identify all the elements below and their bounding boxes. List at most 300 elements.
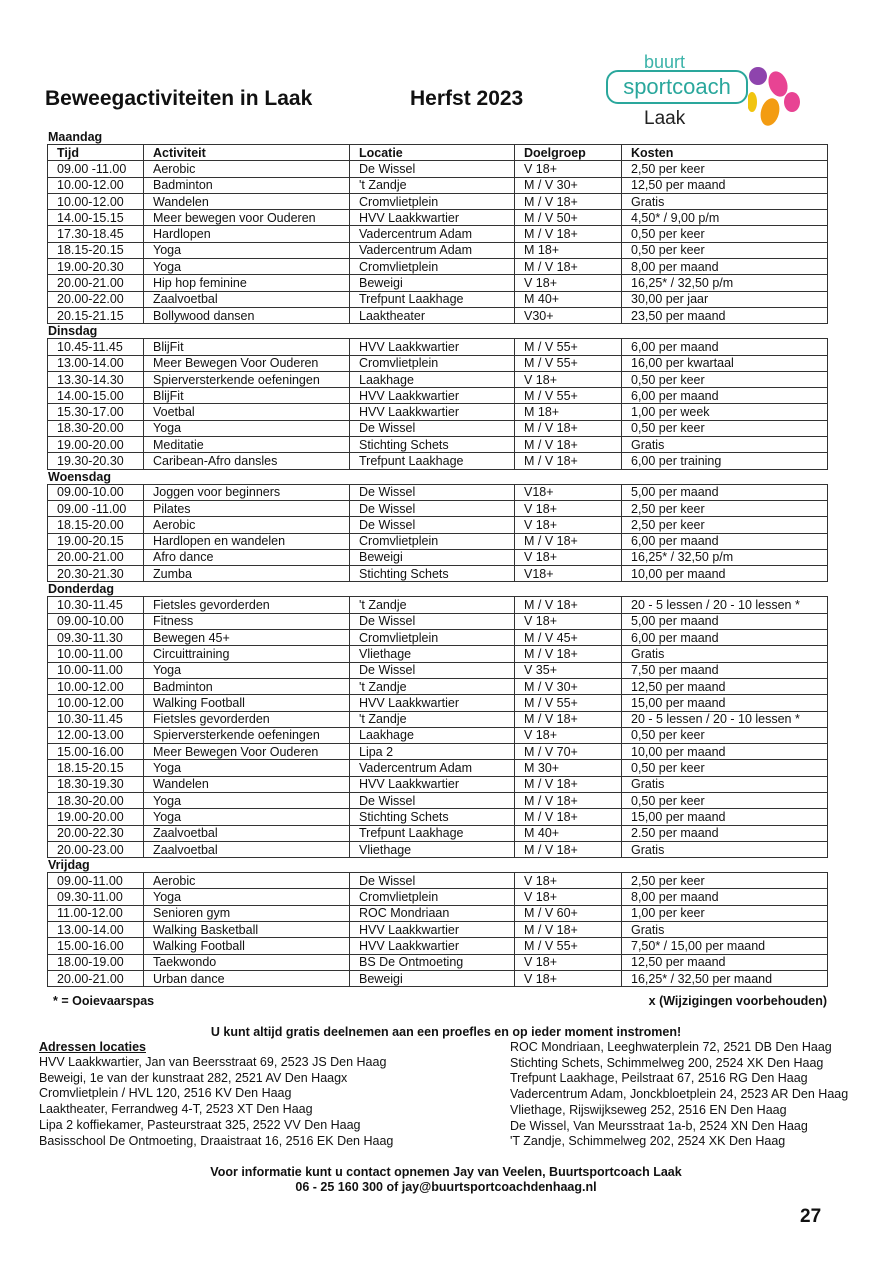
cell-location: De Wissel: [350, 873, 515, 889]
cell-target-group: M / V 50+: [515, 210, 622, 226]
cell-target-group: V18+: [515, 484, 622, 500]
cell-target-group: M / V 18+: [515, 646, 622, 662]
cell-target-group: M / V 55+: [515, 355, 622, 371]
cell-activity: BlijFit: [144, 339, 350, 355]
address-line: Vliethage, Rijswijkseweg 252, 2516 EN Den Haag: [510, 1102, 787, 1117]
table-row: [48, 339, 828, 355]
cell-activity: Circuittraining: [144, 646, 350, 662]
cell-cost: 2,50 per keer: [622, 873, 828, 889]
cell-time: 18.30-20.00: [48, 420, 144, 436]
address-line: ROC Mondriaan, Leeghwaterplein 72, 2521 DB Den Haag: [510, 1040, 832, 1054]
cell-activity: Urban dance: [144, 970, 350, 986]
cell-activity: Aerobic: [144, 161, 350, 177]
addresses-left: [39, 1055, 393, 1149]
cell-target-group: V 18+: [515, 275, 622, 291]
cell-target-group: M / V 18+: [515, 259, 622, 275]
cell-time: 10.30-11.45: [48, 597, 144, 613]
cell-cost: Gratis: [622, 776, 828, 792]
cell-activity: Wandelen: [144, 193, 350, 209]
day-heading: Woensdag: [48, 469, 111, 484]
table-header-row: [48, 145, 828, 161]
table-row: [48, 841, 828, 857]
cell-activity: Taekwondo: [144, 954, 350, 970]
address-line: Trefpunt Laakhage, Peilstraat 67, 2516 RG Den Haag: [510, 1071, 808, 1086]
cell-location: De Wissel: [350, 613, 515, 629]
cell-location: 't Zandje: [350, 678, 515, 694]
logo-sportcoach-text: sportcoach: [606, 70, 748, 104]
day-table: [47, 596, 828, 858]
table-row: [48, 161, 828, 177]
cell-cost: 0,50 per keer: [622, 226, 828, 242]
address-line: 'T Zandje, Schimmelweg 202, 2524 XK Den Haag: [510, 1134, 786, 1149]
table-row: [48, 210, 828, 226]
trial-notice: U kunt altijd gratis deelnemen aan een proefles en op ieder moment instromen!: [210, 1025, 682, 1039]
column-header-location: Locatie: [350, 145, 515, 161]
cell-cost: Gratis: [622, 841, 828, 857]
address-line: De Wissel, Van Meursstraat 1a-b, 2524 XN Den Haag: [510, 1118, 808, 1133]
cell-activity: Zaalvoetbal: [144, 825, 350, 841]
table-row: [48, 954, 828, 970]
cell-time: 19.00-20.00: [48, 437, 144, 453]
cell-location: Vliethage: [350, 841, 515, 857]
cell-time: 18.30-19.30: [48, 776, 144, 792]
season-title: Herfst 2023: [410, 87, 524, 110]
cell-activity: Walking Basketball: [144, 922, 350, 938]
cell-cost: 2,50 per keer: [622, 500, 828, 516]
cell-cost: Gratis: [622, 646, 828, 662]
cell-activity: Meer Bewegen Voor Ouderen: [144, 744, 350, 760]
address-line: Cromvlietplein / HVL 120, 2516 KV Den Haag: [39, 1086, 292, 1101]
cell-location: Cromvlietplein: [350, 259, 515, 275]
cell-time: 19.00-20.00: [48, 809, 144, 825]
cell-target-group: M / V 18+: [515, 437, 622, 453]
cell-time: 18.15-20.15: [48, 242, 144, 258]
cell-activity: Hardlopen en wandelen: [144, 533, 350, 549]
cell-location: HVV Laakkwartier: [350, 339, 515, 355]
cell-time: 09.00-10.00: [48, 613, 144, 629]
cell-location: Beweigi: [350, 549, 515, 565]
cell-activity: Wandelen: [144, 776, 350, 792]
cell-target-group: M / V 18+: [515, 453, 622, 469]
table-row: [48, 242, 828, 258]
column-header-target-group: Doelgroep: [515, 145, 622, 161]
day-table: [47, 144, 828, 324]
column-header-cost: Kosten: [622, 145, 828, 161]
table-row: [48, 437, 828, 453]
cell-cost: 4,50* / 9,00 p/m: [622, 210, 828, 226]
cell-activity: Pilates: [144, 500, 350, 516]
cell-activity: Zaalvoetbal: [144, 841, 350, 857]
cell-cost: 16,25* / 32,50 per maand: [622, 970, 828, 986]
cell-time: 10.00-12.00: [48, 678, 144, 694]
table-row: [48, 259, 828, 275]
cell-cost: 0,50 per keer: [622, 792, 828, 808]
cell-time: 15.30-17.00: [48, 404, 144, 420]
table-row: [48, 517, 828, 533]
cell-activity: Yoga: [144, 420, 350, 436]
cell-time: 20.30-21.30: [48, 566, 144, 582]
cell-location: HVV Laakkwartier: [350, 922, 515, 938]
cell-target-group: V 18+: [515, 500, 622, 516]
cell-location: Vadercentrum Adam: [350, 242, 515, 258]
cell-location: De Wissel: [350, 420, 515, 436]
cell-target-group: M / V 18+: [515, 809, 622, 825]
cell-target-group: M 18+: [515, 404, 622, 420]
table-row: [48, 889, 828, 905]
cell-cost: 5,00 per maand: [622, 613, 828, 629]
cell-activity: Bewegen 45+: [144, 630, 350, 646]
cell-time: 09.00 -11.00: [48, 161, 144, 177]
cell-activity: Aerobic: [144, 873, 350, 889]
day-heading: Dinsdag: [48, 324, 98, 339]
cell-activity: Spierversterkende oefeningen: [144, 727, 350, 743]
cell-time: 20.00-22.00: [48, 291, 144, 307]
table-row: [48, 825, 828, 841]
cell-time: 20.15-21.15: [48, 307, 144, 323]
cell-cost: 23,50 per maand: [622, 307, 828, 323]
cell-location: Beweigi: [350, 970, 515, 986]
table-row: [48, 566, 828, 582]
contact-details: 06 - 25 160 300 of jay@buurtsportcoachdenhaag.nl: [295, 1180, 597, 1194]
cell-time: 11.00-12.00: [48, 905, 144, 921]
cell-time: 13.30-14.30: [48, 371, 144, 387]
table-row: [48, 275, 828, 291]
table-row: [48, 646, 828, 662]
cell-target-group: V 18+: [515, 517, 622, 533]
cell-location: 't Zandje: [350, 177, 515, 193]
address-line: HVV Laakkwartier, Jan van Beersstraat 69, 2523 JS Den Haag: [39, 1055, 387, 1069]
cell-time: 19.00-20.15: [48, 533, 144, 549]
cell-target-group: M / V 30+: [515, 678, 622, 694]
cell-activity: Yoga: [144, 242, 350, 258]
cell-target-group: M / V 18+: [515, 597, 622, 613]
address-line: Basisschool De Ontmoeting, Draaistraat 16, 2516 EK Den Haag: [39, 1133, 394, 1148]
table-row: [48, 760, 828, 776]
table-row: [48, 533, 828, 549]
table-row: [48, 226, 828, 242]
cell-activity: Yoga: [144, 760, 350, 776]
cell-time: 09.30-11.00: [48, 889, 144, 905]
cell-cost: Gratis: [622, 437, 828, 453]
cell-target-group: V 18+: [515, 954, 622, 970]
cell-cost: 6,00 per maand: [622, 388, 828, 404]
cell-time: 20.00-21.00: [48, 549, 144, 565]
cell-activity: Yoga: [144, 809, 350, 825]
address-line: Beweigi, 1e van der kunstraat 282, 2521 AV Den Haagx: [39, 1070, 348, 1085]
cell-location: 't Zandje: [350, 711, 515, 727]
cell-cost: 0,50 per keer: [622, 371, 828, 387]
cell-location: Cromvlietplein: [350, 533, 515, 549]
cell-cost: 16,00 per kwartaal: [622, 355, 828, 371]
cell-location: De Wissel: [350, 484, 515, 500]
cell-activity: Caribean-Afro dansles: [144, 453, 350, 469]
cell-target-group: V 18+: [515, 873, 622, 889]
address-line: Vadercentrum Adam, Jonckbloetplein 24, 2523 AR Den Haag: [510, 1087, 849, 1102]
cell-target-group: M / V 18+: [515, 420, 622, 436]
buurtsportcoach-logo: [598, 52, 804, 132]
cell-target-group: V 18+: [515, 889, 622, 905]
cell-location: HVV Laakkwartier: [350, 938, 515, 954]
cell-target-group: V 18+: [515, 613, 622, 629]
cell-cost: 8,00 per maand: [622, 259, 828, 275]
address-line: Stichting Schets, Schimmelweg 200, 2524 XK Den Haag: [510, 1055, 824, 1070]
cell-location: Vadercentrum Adam: [350, 226, 515, 242]
table-row: [48, 388, 828, 404]
cell-location: 't Zandje: [350, 597, 515, 613]
cell-target-group: V 18+: [515, 161, 622, 177]
table-row: [48, 744, 828, 760]
cell-time: 15.00-16.00: [48, 938, 144, 954]
cell-location: Cromvlietplein: [350, 889, 515, 905]
table-row: [48, 307, 828, 323]
table-row: [48, 678, 828, 694]
cell-cost: 30,00 per jaar: [622, 291, 828, 307]
cell-target-group: M 18+: [515, 242, 622, 258]
table-row: [48, 727, 828, 743]
cell-location: De Wissel: [350, 500, 515, 516]
cell-target-group: M / V 55+: [515, 695, 622, 711]
cell-location: Beweigi: [350, 275, 515, 291]
cell-time: 18.00-19.00: [48, 954, 144, 970]
cell-activity: Aerobic: [144, 517, 350, 533]
cell-activity: Spierversterkende oefeningen: [144, 371, 350, 387]
cell-location: Laaktheater: [350, 307, 515, 323]
cell-target-group: M / V 30+: [515, 177, 622, 193]
cell-cost: 0,50 per keer: [622, 420, 828, 436]
cell-activity: BlijFit: [144, 388, 350, 404]
cell-time: 10.00-11.00: [48, 646, 144, 662]
cell-time: 20.00-21.00: [48, 275, 144, 291]
cell-cost: 0,50 per keer: [622, 760, 828, 776]
contact-line: Voor informatie kunt u contact opnemen Jay van Veelen, Buurtsportcoach Laak: [210, 1165, 682, 1179]
cell-location: Vliethage: [350, 646, 515, 662]
table-row: [48, 970, 828, 986]
cell-time: 19.00-20.30: [48, 259, 144, 275]
cell-cost: 12,50 per maand: [622, 954, 828, 970]
cell-activity: Voetbal: [144, 404, 350, 420]
cell-cost: Gratis: [622, 922, 828, 938]
cell-cost: 16,25* / 32,50 p/m: [622, 275, 828, 291]
address-line: Lipa 2 koffiekamer, Pasteurstraat 325, 2522 VV Den Haag: [39, 1117, 361, 1132]
cell-location: BS De Ontmoeting: [350, 954, 515, 970]
cell-cost: 6,00 per maand: [622, 533, 828, 549]
cell-cost: 2.50 per maand: [622, 825, 828, 841]
footnote-ooievaarspas: * = Ooievaarspas: [53, 994, 155, 1008]
cell-location: Lipa 2: [350, 744, 515, 760]
cell-cost: 2,50 per keer: [622, 517, 828, 533]
cell-location: De Wissel: [350, 792, 515, 808]
day-heading: Vrijdag: [48, 858, 90, 873]
cell-time: 20.00-23.00: [48, 841, 144, 857]
cell-cost: 20 - 5 lessen / 20 - 10 lessen *: [622, 711, 828, 727]
table-row: [48, 905, 828, 921]
table-row: [48, 291, 828, 307]
cell-target-group: M / V 18+: [515, 841, 622, 857]
cell-target-group: M / V 55+: [515, 938, 622, 954]
table-row: [48, 630, 828, 646]
cell-time: 20.00-21.00: [48, 970, 144, 986]
cell-location: Laakhage: [350, 727, 515, 743]
cell-cost: 6,00 per training: [622, 453, 828, 469]
cell-cost: 8,00 per maand: [622, 889, 828, 905]
cell-time: 10.45-11.45: [48, 339, 144, 355]
cell-location: Vadercentrum Adam: [350, 760, 515, 776]
cell-time: 10.00-12.00: [48, 177, 144, 193]
day-table: [47, 872, 828, 987]
cell-location: Stichting Schets: [350, 566, 515, 582]
cell-time: 09.30-11.30: [48, 630, 144, 646]
cell-location: Cromvlietplein: [350, 355, 515, 371]
cell-target-group: V 35+: [515, 662, 622, 678]
cell-time: 10.00-11.00: [48, 662, 144, 678]
cell-location: ROC Mondriaan: [350, 905, 515, 921]
schedule: [47, 130, 827, 987]
table-row: [48, 792, 828, 808]
cell-cost: 6,00 per maand: [622, 339, 828, 355]
cell-target-group: M / V 18+: [515, 533, 622, 549]
cell-time: 12.00-13.00: [48, 727, 144, 743]
cell-time: 18.15-20.00: [48, 517, 144, 533]
table-row: [48, 922, 828, 938]
cell-activity: Hardlopen: [144, 226, 350, 242]
cell-activity: Fietsles gevorderden: [144, 597, 350, 613]
cell-cost: 15,00 per maand: [622, 695, 828, 711]
cell-cost: 1,00 per week: [622, 404, 828, 420]
cell-target-group: M / V 18+: [515, 226, 622, 242]
cell-cost: 10,00 per maand: [622, 744, 828, 760]
cell-target-group: V 18+: [515, 727, 622, 743]
cell-time: 10.00-12.00: [48, 193, 144, 209]
page-title: Beweegactiviteiten in Laak: [45, 87, 313, 110]
cell-location: De Wissel: [350, 662, 515, 678]
footnote-changes: x (Wijzigingen voorbehouden): [648, 994, 827, 1008]
logo-buurt-text: buurt: [644, 52, 686, 72]
column-header-time: Tijd: [48, 145, 144, 161]
table-row: [48, 695, 828, 711]
cell-target-group: M / V 18+: [515, 193, 622, 209]
cell-activity: Yoga: [144, 259, 350, 275]
cell-cost: 20 - 5 lessen / 20 - 10 lessen *: [622, 597, 828, 613]
cell-target-group: M / V 18+: [515, 711, 622, 727]
cell-activity: Zaalvoetbal: [144, 291, 350, 307]
cell-time: 18.15-20.15: [48, 760, 144, 776]
cell-cost: 7,50* / 15,00 per maand: [622, 938, 828, 954]
cell-cost: Gratis: [622, 193, 828, 209]
cell-target-group: M / V 55+: [515, 388, 622, 404]
cell-activity: Meer Bewegen Voor Ouderen: [144, 355, 350, 371]
cell-time: 20.00-22.30: [48, 825, 144, 841]
cell-cost: 15,00 per maand: [622, 809, 828, 825]
cell-location: Stichting Schets: [350, 809, 515, 825]
cell-time: 15.00-16.00: [48, 744, 144, 760]
cell-time: 10.00-12.00: [48, 695, 144, 711]
cell-target-group: M / V 55+: [515, 339, 622, 355]
cell-target-group: M / V 18+: [515, 792, 622, 808]
cell-activity: Bollywood dansen: [144, 307, 350, 323]
cell-time: 14.00-15.00: [48, 388, 144, 404]
cell-activity: Walking Football: [144, 938, 350, 954]
addresses-heading: Adressen locaties: [39, 1040, 146, 1054]
cell-activity: Yoga: [144, 889, 350, 905]
cell-cost: 10,00 per maand: [622, 566, 828, 582]
cell-location: HVV Laakkwartier: [350, 695, 515, 711]
cell-time: 14.00-15.15: [48, 210, 144, 226]
cell-cost: 5,00 per maand: [622, 484, 828, 500]
cell-activity: Badminton: [144, 678, 350, 694]
cell-target-group: M / V 45+: [515, 630, 622, 646]
cell-time: 09.00 -11.00: [48, 500, 144, 516]
cell-target-group: M 40+: [515, 825, 622, 841]
day-table: [47, 484, 828, 583]
cell-target-group: V 18+: [515, 970, 622, 986]
addresses-right: [510, 1040, 848, 1150]
cell-cost: 0,50 per keer: [622, 727, 828, 743]
cell-cost: 2,50 per keer: [622, 161, 828, 177]
cell-time: 09.00-11.00: [48, 873, 144, 889]
cell-location: HVV Laakkwartier: [350, 388, 515, 404]
logo-petals-icon: [748, 62, 802, 132]
cell-location: Cromvlietplein: [350, 193, 515, 209]
cell-target-group: V 18+: [515, 371, 622, 387]
day-heading: Donderdag: [48, 582, 114, 597]
cell-activity: Fitness: [144, 613, 350, 629]
cell-activity: Yoga: [144, 662, 350, 678]
cell-time: 13.00-14.00: [48, 922, 144, 938]
table-row: [48, 938, 828, 954]
cell-location: Cromvlietplein: [350, 630, 515, 646]
cell-location: HVV Laakkwartier: [350, 776, 515, 792]
cell-cost: 12,50 per maand: [622, 177, 828, 193]
table-row: [48, 597, 828, 613]
cell-location: Trefpunt Laakhage: [350, 453, 515, 469]
cell-time: 09.00-10.00: [48, 484, 144, 500]
cell-activity: Meditatie: [144, 437, 350, 453]
table-row: [48, 662, 828, 678]
cell-location: Laakhage: [350, 371, 515, 387]
cell-target-group: M / V 70+: [515, 744, 622, 760]
table-row: [48, 809, 828, 825]
cell-location: Stichting Schets: [350, 437, 515, 453]
cell-location: Trefpunt Laakhage: [350, 291, 515, 307]
table-row: [48, 484, 828, 500]
cell-time: 13.00-14.00: [48, 355, 144, 371]
table-row: [48, 420, 828, 436]
cell-time: 17.30-18.45: [48, 226, 144, 242]
cell-location: HVV Laakkwartier: [350, 210, 515, 226]
cell-target-group: V30+: [515, 307, 622, 323]
table-row: [48, 500, 828, 516]
table-row: [48, 193, 828, 209]
cell-time: 10.30-11.45: [48, 711, 144, 727]
cell-activity: Yoga: [144, 792, 350, 808]
cell-activity: Joggen voor beginners: [144, 484, 350, 500]
column-header-activity: Activiteit: [144, 145, 350, 161]
cell-activity: Senioren gym: [144, 905, 350, 921]
cell-activity: Afro dance: [144, 549, 350, 565]
cell-target-group: M / V 18+: [515, 776, 622, 792]
cell-activity: Hip hop feminine: [144, 275, 350, 291]
cell-activity: Badminton: [144, 177, 350, 193]
cell-target-group: M / V 60+: [515, 905, 622, 921]
cell-location: De Wissel: [350, 517, 515, 533]
cell-target-group: M / V 18+: [515, 922, 622, 938]
cell-target-group: V18+: [515, 566, 622, 582]
table-row: [48, 177, 828, 193]
address-line: Laaktheater, Ferrandweg 4-T, 2523 XT Den Haag: [39, 1102, 313, 1117]
table-row: [48, 873, 828, 889]
cell-time: 18.30-20.00: [48, 792, 144, 808]
cell-cost: 6,00 per maand: [622, 630, 828, 646]
